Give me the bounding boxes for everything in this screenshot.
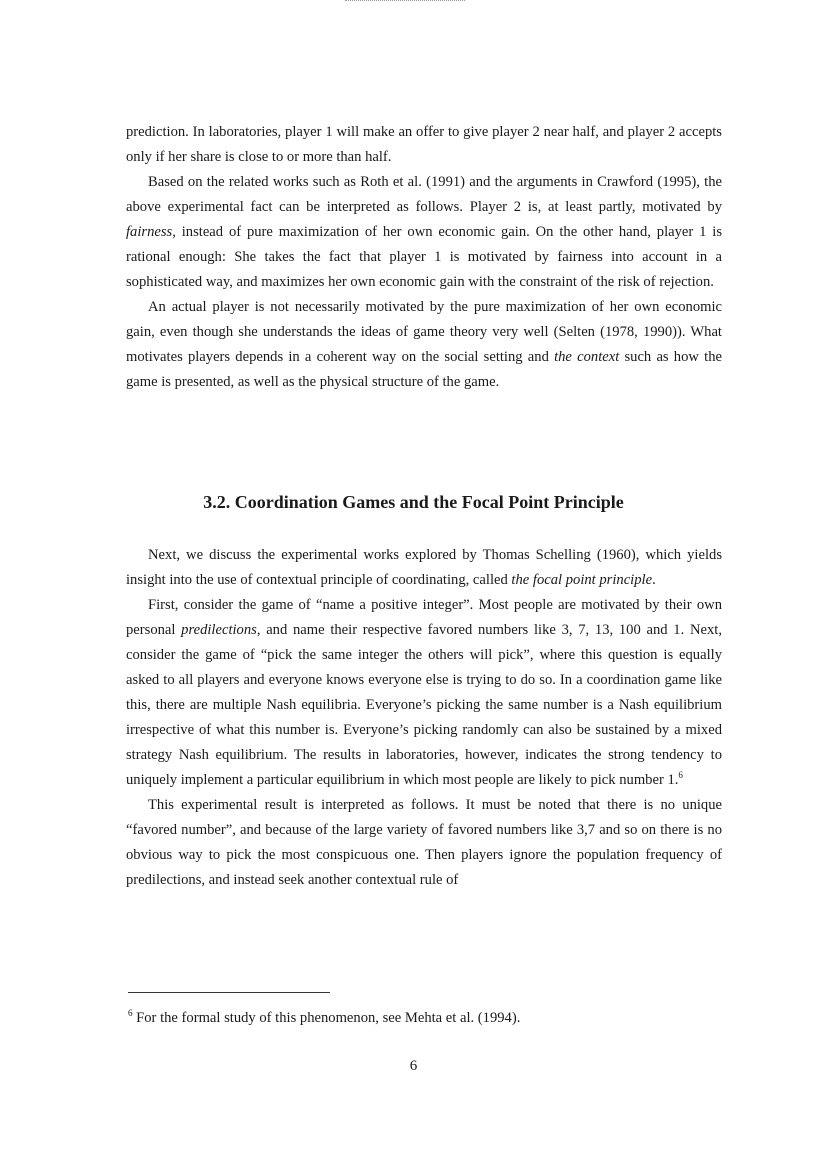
- footnote: $^6$ For the formal study of this phenomenon, see Mehta et al. (1994).: [128, 1008, 521, 1026]
- footnote-ref: 6: [678, 770, 683, 781]
- section-heading: 3.2. Coordination Games and the Focal Point Principle: [203, 492, 624, 512]
- footnote-mark: 6: [128, 1008, 133, 1019]
- paragraph: Based on the related works such as Roth et al. (1991) and the arguments in Crawford (1995), the above experimental fact can be interpreted as follows. Player 2 is, at least partly, motivated by fairness, instead of pure maximization of her own economic gain. On the other hand, player 1 is rational enough: She takes the fact that player 1 is motivated by fairness into account in a sophisticated way, and maximizes her own economic gain with the constraint of the risk of rejection.: [126, 174, 722, 290]
- paragraph: First, consider the game of “name a positive integer”. Most people are motivated by their own personal predilections, and name their respective favored numbers like 3, 7, 13, 100 and 1. Next, consider the game of “pick the same integer the others will pick”, where this question is equally asked to all players and everyone knows everyone else is trying to do so. In a coordination game like this, there are multiple Nash equilibria. Everyone’s picking the same number is a Nash equilibrium irrespective of what this number is. Everyone’s picking randomly can also be sustained by a mixed strategy Nash equilibrium. The results in laboratories, however, indicates the strong tendency to uniquely implement a particular equilibrium in which most people are likely to pick number 1.$^6$: [126, 597, 722, 788]
- paragraph: An actual player is not necessarily motivated by the pure maximization of her own economic gain, even though she understands the ideas of game theory very well (Selten (1978, 1990)). What motivates players depends in a coherent way on the social setting and the context such as how the game is presented, as well as the physical structure of the game.: [126, 299, 722, 390]
- section-body-top: [126, 120, 722, 395]
- paragraph: Next, we discuss the experimental works explored by Thomas Schelling (1960), which yields insight into the use of contextual principle of coordinating, called the focal point principle.: [126, 547, 722, 588]
- page-number: 6: [409, 1058, 418, 1074]
- scan-artifact: [345, 0, 465, 3]
- paragraph: prediction. In laboratories, player 1 will make an offer to give player 2 near half, and player 2 accepts only if her share is close to or more than half.: [126, 124, 722, 165]
- footnote-divider: [128, 992, 330, 993]
- paragraph: This experimental result is interpreted as follows. It must be noted that there is no unique “favored number”, and because of the large variety of favored numbers like 3,7 and so on there is no obvious way to pick the most conspicuous one. Then players ignore the population frequency of predilections, and instead seek another contextual rule of: [126, 797, 722, 888]
- section-body-bottom: [126, 543, 722, 893]
